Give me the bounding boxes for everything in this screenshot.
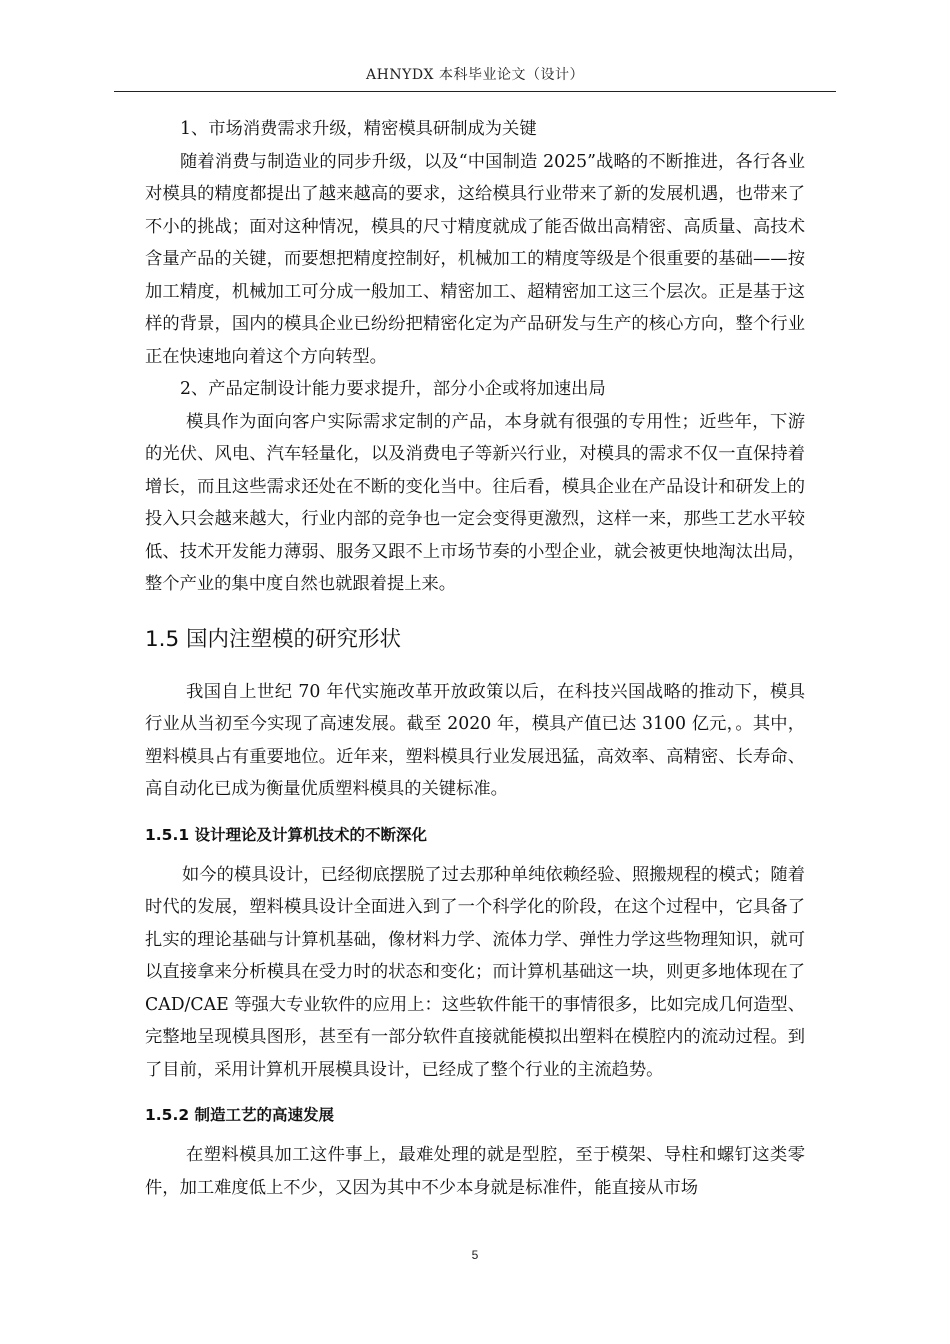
header-rule (114, 91, 836, 92)
paragraph-precision-molds: 随着消费与制造业的同步升级，以及“中国制造 2025”战略的不断推进，各行各业对模具的精度都提出了越来越高的要求，这给模具行业带来了新的发展机遇，也带来了不小的挑战；面对这种情况，模具的尺寸精度就成了能否做出高精密、高质量、高技术含量产品的关键，而要想把精度控制好，机械加工的精度等级是个很重要的基础——按加工精度，机械加工可分成一般加工、精密加工、超精密加工这三个层次。正是基于这样的背景，国内的模具企业已纷纷把精密化定为产品研发与生产的核心方向，整个行业正在快速地向着这个方向转型。 (145, 151, 805, 367)
running-header: AHNYDX 本科毕业论文（设计） (366, 67, 584, 83)
paragraph-domestic-research: 我国自上世纪 70 年代实施改革开放政策以后，在科技兴国战略的推动下，模具行业从当初至今实现了高速发展。截至 2020 年，模具产值已达 3100 亿元，。其中，塑料模具占有重要地位。近年来，塑料模具行业发展迅猛，高效率、高精密、长寿命、高自动化已成为衡量优质塑料模具的关键标准。 (145, 681, 805, 799)
section-heading: 1.5 国内注塑模的研究形状 (145, 626, 402, 652)
paragraph-custom-design: 模具作为面向客户实际需求定制的产品，本身就有很强的专用性；近些年，下游的光伏、风电、汽车轻量化，以及消费电子等新兴行业，对模具的需求不仅一直保持着增长，而且这些需求还处在不断的变化当中。往后看，模具企业在产品设计和研发上的投入只会越来越大，行业内部的竞争也一定会变得更激烈，这样一来，那些工艺水平较低、技术开发能力薄弱、服务又跟不上市场节奏的小型企业，就会被更快地淘汰出局，整个产业的集中度自然也就跟着提上来。 (145, 411, 805, 594)
paragraph-manufacturing: 在塑料模具加工这件事上，最难处理的就是型腔，至于模架、导柱和螺钉这类零件，加工难度低上不少，又因为其中不少本身就是标准件，能直接从市场 (145, 1145, 805, 1198)
page-number: 5 (471, 1248, 479, 1262)
subsection-heading-1: 1.5.1 设计理论及计算机技术的不断深化 (145, 825, 428, 844)
page-body (145, 113, 805, 1204)
subsection-title-1: 1、市场消费需求升级，精密模具研制成为关键 (180, 119, 537, 139)
subsection-heading-2: 1.5.2 制造工艺的高速发展 (145, 1106, 335, 1124)
subsection-title-2: 2、产品定制设计能力要求提升，部分小企或将加速出局 (180, 379, 606, 399)
paragraph-design-theory: 如今的模具设计，已经彻底摆脱了过去那种单纯依赖经验、照搬规程的模式；随着时代的发展，塑料模具设计全面进入到了一个科学化的阶段，在这个过程中，它具备了扎实的理论基础与计算机基础，像材料力学、流体力学、弹性力学这些物理知识，就可以直接拿来分析模具在受力时的状态和变化；而计算机基础这一块，则更多地体现在了 CAD/CAE 等强大专业软件的应用上：这些软件能干的事情很多，比如完成几何造型、完整地呈现模具图形，甚至有一部分软件直接就能模拟出塑料在模腔内的流动过程。到了目前，采用计算机开展模具设计，已经成了整个行业的主流趋势。 (145, 864, 805, 1080)
